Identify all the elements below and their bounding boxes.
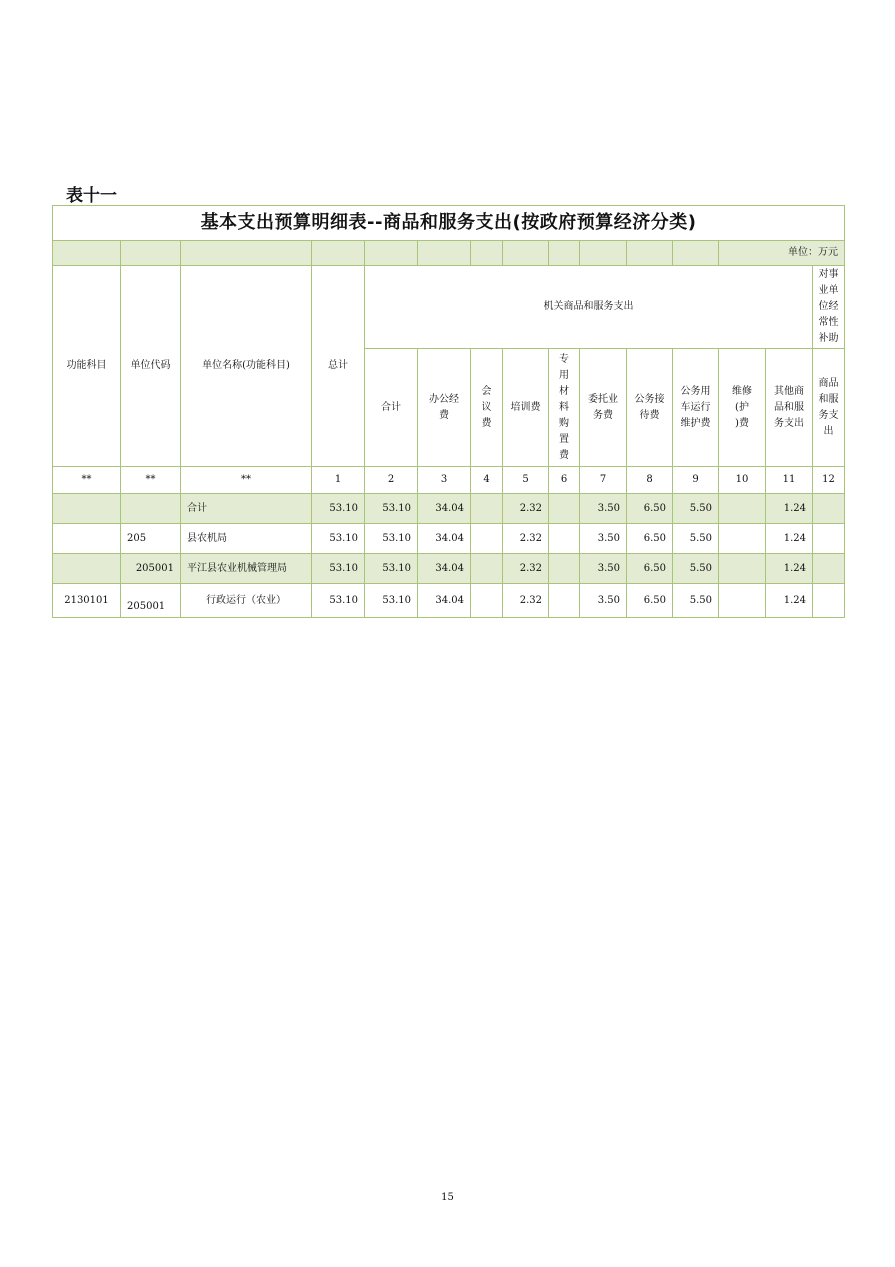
cell-code <box>121 494 181 524</box>
cell-name: 合计 <box>181 494 312 524</box>
cell-material <box>549 584 580 618</box>
header-sum: 合计 <box>365 349 418 467</box>
cell-entrust: 3.50 <box>580 494 627 524</box>
cell-sum: 53.10 <box>365 494 418 524</box>
cell-repair <box>719 554 766 584</box>
cell-code: 205 <box>121 524 181 554</box>
cell-total: 53.10 <box>312 584 365 618</box>
cell-meeting <box>471 524 503 554</box>
cell-other: 1.24 <box>766 494 813 524</box>
cell-reception: 6.50 <box>627 494 673 524</box>
cell-code: 205001 <box>121 554 181 584</box>
cell-name: 县农机局 <box>181 524 312 554</box>
cell-subsidy <box>813 524 845 554</box>
cell-other: 1.24 <box>766 524 813 554</box>
index-cell: ** <box>53 467 121 494</box>
cell-meeting <box>471 554 503 584</box>
header-total: 总计 <box>312 266 365 467</box>
cell-code: 205001 <box>121 584 181 618</box>
cell-func <box>53 524 121 554</box>
header-other: 其他商 品和服 务支出 <box>766 349 813 467</box>
index-cell: 7 <box>580 467 627 494</box>
cell-total: 53.10 <box>312 524 365 554</box>
cell-subsidy <box>813 584 845 618</box>
index-cell: ** <box>121 467 181 494</box>
index-cell: 10 <box>719 467 766 494</box>
header-office: 办公经 费 <box>418 349 471 467</box>
cell-office: 34.04 <box>418 584 471 618</box>
index-cell: 11 <box>766 467 813 494</box>
cell-reception: 6.50 <box>627 584 673 618</box>
cell-name: 平江县农业机械管理局 <box>181 554 312 584</box>
header-meeting: 会 议 费 <box>471 349 503 467</box>
index-cell: 3 <box>418 467 471 494</box>
cell-sum: 53.10 <box>365 554 418 584</box>
cell-training: 2.32 <box>503 554 549 584</box>
header-material: 专 用 材 料 购 置 费 <box>549 349 580 467</box>
cell-entrust: 3.50 <box>580 554 627 584</box>
cell-vehicle: 5.50 <box>673 494 719 524</box>
index-cell: 12 <box>813 467 845 494</box>
header-group-government: 机关商品和服务支出 <box>365 266 813 349</box>
cell-other: 1.24 <box>766 584 813 618</box>
table-row <box>53 584 845 618</box>
cell-name: 行政运行（农业） <box>181 584 312 618</box>
header-subsidy: 对事 业单 位经 常性 补助 <box>813 266 845 349</box>
index-row <box>53 467 845 494</box>
cell-total: 53.10 <box>312 554 365 584</box>
header-entrust: 委托业 务费 <box>580 349 627 467</box>
header-unit-name: 单位名称(功能科目) <box>181 266 312 467</box>
cell-office: 34.04 <box>418 494 471 524</box>
cell-sum: 53.10 <box>365 584 418 618</box>
cell-repair <box>719 524 766 554</box>
cell-training: 2.32 <box>503 584 549 618</box>
cell-training: 2.32 <box>503 494 549 524</box>
cell-office: 34.04 <box>418 554 471 584</box>
cell-subsidy <box>813 494 845 524</box>
cell-func <box>53 554 121 584</box>
header-func-subject: 功能科目 <box>53 266 121 467</box>
cell-reception: 6.50 <box>627 524 673 554</box>
table-title: 基本支出预算明细表--商品和服务支出(按政府预算经济分类) <box>53 206 845 241</box>
index-cell: 2 <box>365 467 418 494</box>
cell-office: 34.04 <box>418 524 471 554</box>
index-cell: 4 <box>471 467 503 494</box>
page-number: 15 <box>441 1192 454 1203</box>
cell-vehicle: 5.50 <box>673 584 719 618</box>
header-training: 培训费 <box>503 349 549 467</box>
cell-total: 53.10 <box>312 494 365 524</box>
index-cell: ** <box>181 467 312 494</box>
unit-label: 单位：万元 <box>719 241 845 266</box>
header-unit-code: 单位代码 <box>121 266 181 467</box>
cell-meeting <box>471 494 503 524</box>
header-goods-services: 商品 和服 务支 出 <box>813 349 845 467</box>
index-cell: 9 <box>673 467 719 494</box>
header-repair: 维修 (护 )费 <box>719 349 766 467</box>
cell-material <box>549 524 580 554</box>
cell-meeting <box>471 584 503 618</box>
table-row <box>53 494 845 524</box>
budget-table-frame <box>52 205 844 618</box>
cell-reception: 6.50 <box>627 554 673 584</box>
header-reception: 公务接 待费 <box>627 349 673 467</box>
cell-other: 1.24 <box>766 554 813 584</box>
cell-vehicle: 5.50 <box>673 554 719 584</box>
index-cell: 5 <box>503 467 549 494</box>
table-label: 表十一 <box>66 186 117 206</box>
header-vehicle: 公务用 车运行 维护费 <box>673 349 719 467</box>
budget-detail-table <box>52 205 845 618</box>
table-row <box>53 554 845 584</box>
table-row <box>53 524 845 554</box>
cell-entrust: 3.50 <box>580 524 627 554</box>
cell-repair <box>719 494 766 524</box>
index-cell: 8 <box>627 467 673 494</box>
cell-sum: 53.10 <box>365 524 418 554</box>
cell-material <box>549 494 580 524</box>
cell-entrust: 3.50 <box>580 584 627 618</box>
cell-training: 2.32 <box>503 524 549 554</box>
cell-vehicle: 5.50 <box>673 524 719 554</box>
index-cell: 1 <box>312 467 365 494</box>
cell-func: 2130101 <box>53 584 121 618</box>
cell-subsidy <box>813 554 845 584</box>
cell-repair <box>719 584 766 618</box>
cell-func <box>53 494 121 524</box>
cell-material <box>549 554 580 584</box>
index-cell: 6 <box>549 467 580 494</box>
